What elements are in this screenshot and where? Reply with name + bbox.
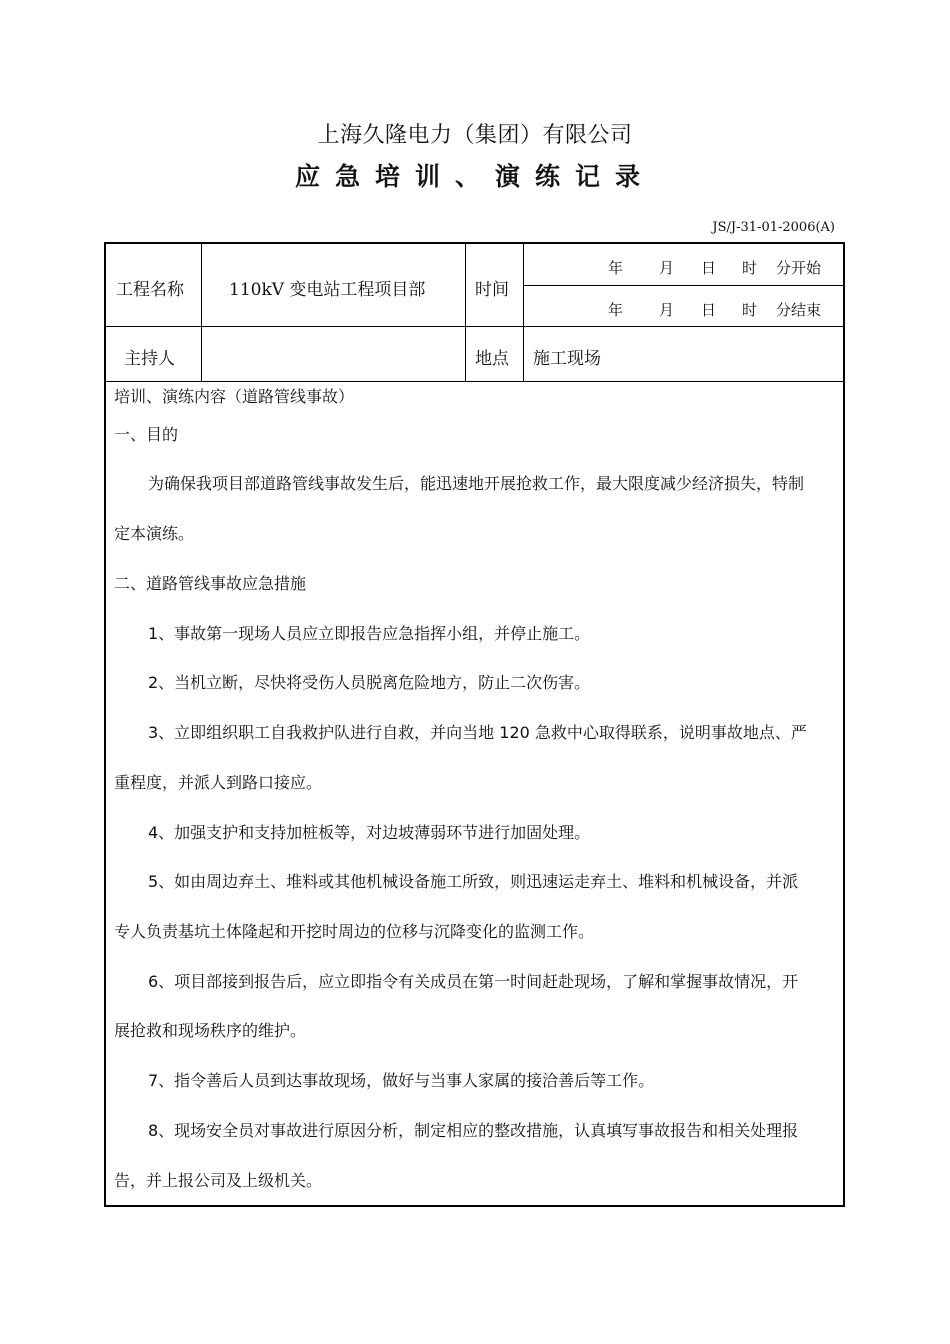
row-divider-2	[105, 326, 844, 327]
document-title: 应急培训、演练记录	[294, 162, 655, 191]
purpose-text-line-2: 定本演练。	[114, 524, 195, 543]
col-divider-3	[523, 243, 524, 381]
measure-item-3-line-2: 重程度，并派人到路口接应。	[114, 773, 323, 792]
purpose-text-line-1: 为确保我项目部道路管线事故发生后，能迅速地开展抢救工作，最大限度减少经济损失，特制	[148, 474, 805, 493]
start-minute-label: 分开始	[776, 259, 822, 277]
end-month-label: 月	[659, 301, 675, 319]
section-purpose-title: 一、目的	[114, 425, 179, 444]
measure-item-7: 7、指令善后人员到达事故现场，做好与当事人家属的接洽善后等工作。	[148, 1071, 655, 1090]
start-hour-label: 时	[742, 259, 758, 277]
start-month-label: 月	[659, 259, 675, 277]
time-label: 时间	[475, 280, 509, 300]
measure-item-8-line-2: 告，并上报公司及上级机关。	[114, 1171, 323, 1190]
location-value: 施工现场	[533, 349, 601, 369]
measure-item-8-line-1: 8、现场安全员对事故进行原因分析，制定相应的整改措施，认真填写事故报告和相关处理报	[148, 1121, 799, 1140]
section-measures-title: 二、道路管线事故应急措施	[114, 574, 307, 593]
project-name-value: 110kV 变电站工程项目部	[229, 280, 426, 300]
content-heading: 培训、演练内容（道路管线事故）	[114, 387, 355, 406]
company-name: 上海久隆电力（集团）有限公司	[317, 123, 633, 148]
end-day-label: 日	[701, 301, 717, 319]
document-code: JS/J-31-01-2006(A)	[712, 220, 835, 235]
host-label: 主持人	[124, 349, 175, 369]
start-day-label: 日	[701, 259, 717, 277]
end-minute-label: 分结束	[776, 301, 822, 319]
measure-item-2: 2、当机立断，尽快将受伤人员脱离危险地方，防止二次伤害。	[148, 673, 591, 692]
row-divider-1	[524, 285, 844, 286]
row-divider-3	[105, 381, 844, 382]
measure-item-3-line-1: 3、立即组织职工自我救护队进行自救，并向当地 120 急救中心取得联系，说明事故地点、严	[148, 723, 807, 742]
end-year-label: 年	[608, 301, 624, 319]
measure-item-5-line-1: 5、如由周边弃土、堆料或其他机械设备施工所致，则迅速运走弃土、堆料和机械设备，并派	[148, 872, 799, 891]
location-label: 地点	[475, 349, 509, 369]
col-divider-2	[465, 243, 466, 381]
measure-item-6-line-1: 6、项目部接到报告后，应立即指令有关成员在第一时间赶赴现场，了解和掌握事故情况，开	[148, 972, 799, 991]
measure-item-5-line-2: 专人负责基坑土体隆起和开挖时周边的位移与沉降变化的监测工作。	[114, 922, 595, 941]
measure-item-6-line-2: 展抢救和现场秩序的维护。	[114, 1021, 307, 1040]
end-hour-label: 时	[742, 301, 758, 319]
col-divider-1	[201, 243, 202, 381]
measure-item-1: 1、事故第一现场人员应立即报告应急指挥小组，并停止施工。	[148, 624, 591, 643]
start-year-label: 年	[608, 259, 624, 277]
measure-item-4: 4、加强支护和支持加桩板等，对边坡薄弱环节进行加固处理。	[148, 823, 591, 842]
project-name-label: 工程名称	[116, 280, 184, 300]
